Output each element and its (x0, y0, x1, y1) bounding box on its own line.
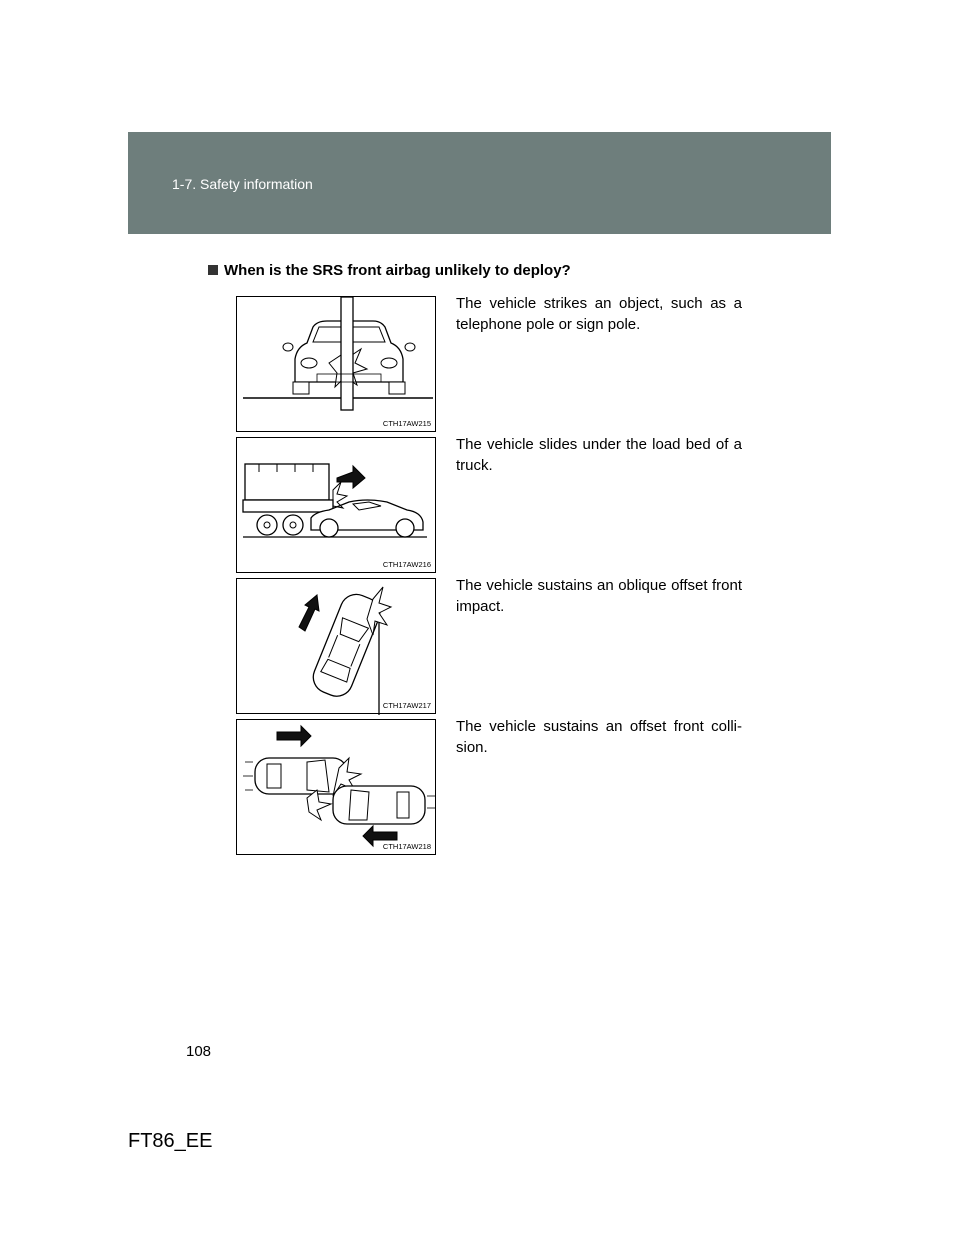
description-truck-underride: The vehicle slides under the load bed of a truck. (456, 436, 742, 474)
page-number: 108 (186, 1043, 212, 1060)
header-band (128, 132, 831, 234)
offset-collision-illustration (237, 720, 437, 858)
figure-pole-impact (236, 296, 436, 432)
figure-offset-collision (236, 719, 436, 855)
figure-truck-underride (236, 437, 436, 573)
section-heading (208, 262, 571, 279)
oblique-impact-illustration (237, 579, 437, 715)
truck-underride-illustration (237, 438, 437, 574)
description-pole-impact: The vehicle strikes an object, such as a telephone pole or sign pole. (456, 295, 742, 333)
section-heading-text: When is the SRS front airbag unlikely to deploy? (224, 262, 571, 279)
section-title: 1-7. Safety information (172, 176, 313, 192)
description-oblique-impact: The vehicle sustains an oblique offset front impact. (456, 577, 742, 615)
pole-impact-illustration (237, 297, 437, 433)
square-bullet-icon (208, 265, 218, 275)
figure-code: CTH17AW215 (382, 419, 431, 428)
figure-code: CTH17AW217 (382, 701, 431, 710)
footer-code: FT86_EE (128, 1130, 213, 1152)
figure-code: CTH17AW216 (382, 560, 431, 569)
description-offset-collision: The vehicle sustains an offset front colli-sion. (456, 718, 742, 756)
figure-oblique-impact (236, 578, 436, 714)
figure-code: CTH17AW218 (382, 842, 431, 851)
